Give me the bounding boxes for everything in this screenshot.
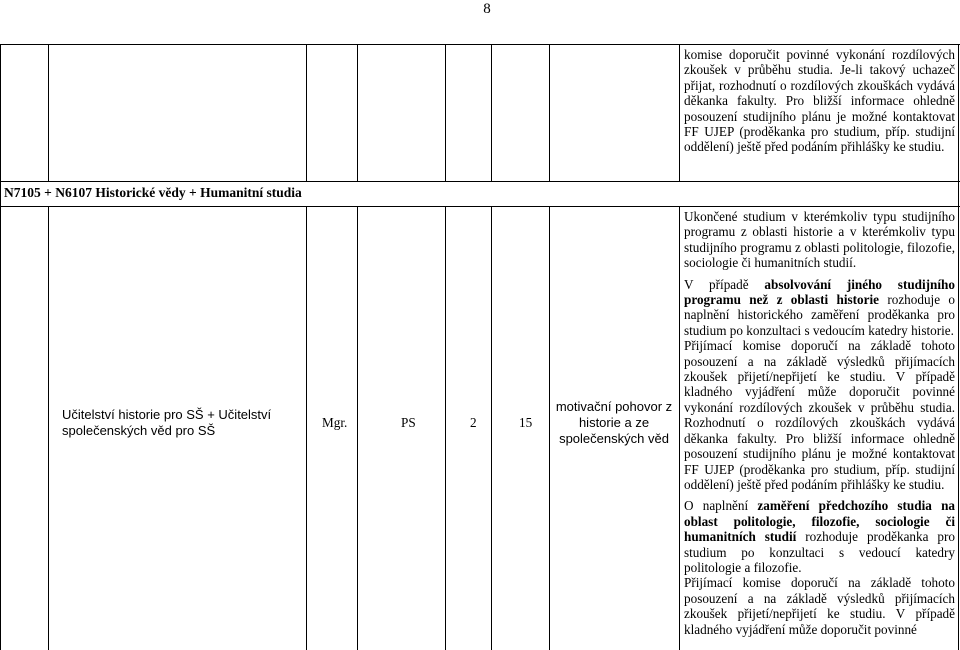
table-border-left bbox=[0, 44, 1, 650]
section-header-top-border bbox=[0, 181, 960, 182]
requirement-p3: Přijímací komise doporučí na základě tohoto posouzení a na základě výsledků přijímacích zkoušek přijetí/nepřijetí ke studiu. V případě kladného vyjádření může doporučit povinné vykonání rozdílových zkoušek v průběhu studia. Rozhodnutí o rozdílových zkouškách vydává děkanka fakulty. Pro bližší informace ohledně posouzení studijního plánu je možné kontaktovat FF UJEP (proděkanka pro studium, příp. studijní oddělení) ještě před podáním přihlášky ke studiu. bbox=[684, 338, 955, 492]
table-border-right bbox=[958, 44, 959, 650]
study-programs-table bbox=[0, 44, 960, 650]
capacity: 15 bbox=[519, 415, 533, 430]
previous-requirements-text: komise doporučit povinné vykonání rozdílových zkoušek v průběhu studia. Je-li takový uchazeč přijat, rozhodnutí o rozdílových zkouškách vydává děkanka fakulty. Pro bližší informace ohledně posouzení studijního plánu je možné kontaktovat FF UJEP (proděkanka pro studium, příp. studijní oddělení) ještě před podáním přihlášky ke studiu. bbox=[684, 47, 955, 155]
requirements-text bbox=[684, 209, 955, 637]
section-header-bottom-border bbox=[0, 206, 960, 207]
section-header: N7105 + N6107 Historické vědy + Humanitní studia bbox=[4, 185, 302, 200]
page-number: 8 bbox=[483, 1, 491, 17]
study-form: PS bbox=[401, 415, 416, 430]
entrance-exam: motivační pohovor z historie a ze společenských věd bbox=[555, 399, 673, 446]
requirement-p2: V případě absolvování jiného studijního programu než z oblasti historie rozhoduje o naplnění historického zaměření proděkanka pro studium po konzultaci s vedoucím katedry historie. bbox=[684, 276, 955, 338]
degree: Mgr. bbox=[322, 415, 348, 430]
requirement-p1: Ukončené studium v kterémkoliv typu studijního programu z oblasti historie a v kterémkoliv typu studijního programu z oblasti politologie, filozofie, sociologie či humanitních studií. bbox=[684, 209, 955, 271]
table-border-top bbox=[0, 44, 960, 45]
requirement-p4: O naplnění zaměření předchozího studia na oblast politologie, filozofie, sociologie či humanitních studií rozhoduje proděkanka pro studium po konzultaci s vedoucí katedry politologie a filozofie. bbox=[684, 498, 956, 575]
duration: 2 bbox=[470, 415, 477, 430]
program-name: Učitelství historie pro SŠ + Učitelství společenských věd pro SŠ bbox=[62, 407, 272, 438]
requirement-p5: Přijímací komise doporučí na základě tohoto posouzení a na základě výsledků přijímacích zkoušek přijetí/nepřijetí ke studiu. V případě kladného vyjádření může doporučit povinné bbox=[684, 575, 955, 637]
